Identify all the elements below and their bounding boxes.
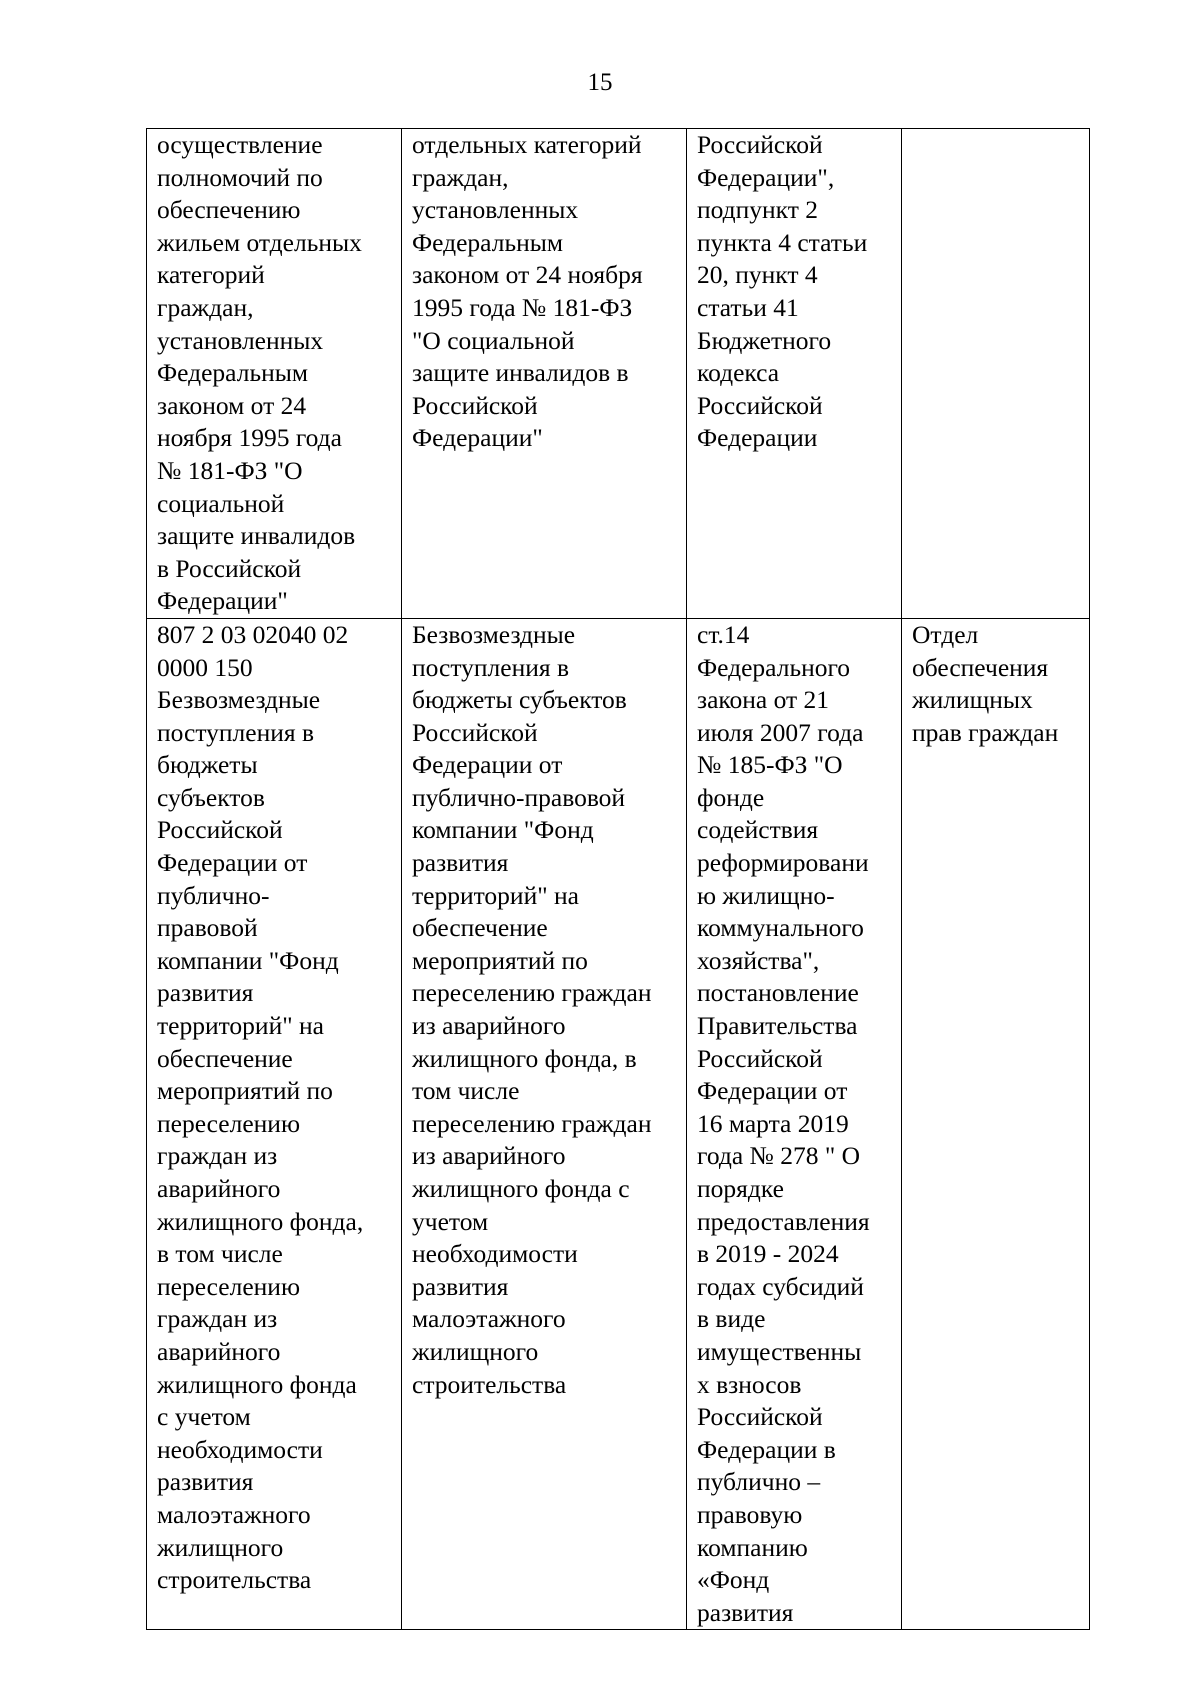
cell-text: Российской Федерации", подпункт 2 пункта 4 статьи 20, пункт 4 статьи 41 Бюджетного кодекса Российской Федерации — [697, 130, 868, 453]
table-cell — [147, 618, 402, 1629]
document-table — [146, 128, 1090, 1630]
table-cell — [902, 129, 1090, 619]
table-cell — [402, 618, 687, 1629]
cell-text: осуществление полномочий по обеспечению жильем отдельных категорий граждан, установленных Федеральным законом от 24 ноября 1995 года № 181-ФЗ "О социальной защите инвалидов в Российской Федерации" — [157, 130, 362, 616]
cell-text: 807 2 03 02040 02 0000 150 Безвозмездные поступления в бюджеты субъектов Российской Федерации от публично- правовой компании "Фонд развития территорий" на обеспечение мероприятий по переселению граждан из аварийного жилищного фонда, в том числе переселению граждан из аварийного жилищного фонда с учетом необходимости развития малоэтажного жилищного строительства — [157, 619, 364, 1595]
table-cell — [147, 129, 402, 619]
page-number: 15 — [587, 69, 613, 96]
table-cell — [402, 129, 687, 619]
cell-text: Безвозмездные поступления в бюджеты субъектов Российской Федерации от публично-правовой компании "Фонд развития территорий" на обеспечение мероприятий по переселению граждан из аварийного жилищного фонда, в том числе переселению граждан из аварийного жилищного фонда с учетом необходимости развития малоэтажного жилищного строительства — [412, 619, 652, 1399]
table-cell — [687, 618, 902, 1629]
table-cell — [687, 129, 902, 619]
table-cell — [902, 618, 1090, 1629]
cell-text: отдельных категорий граждан, установленных Федеральным законом от 24 ноября 1995 года № 181-ФЗ "О социальной защите инвалидов в Российской Федерации" — [412, 130, 643, 453]
table-row — [147, 618, 1090, 1629]
cell-text: Отдел обеспечения жилищных прав граждан — [912, 619, 1059, 747]
table-row — [147, 129, 1090, 619]
cell-text: ст.14 Федерального закона от 21 июля 2007 года № 185-ФЗ "О фонде содействия реформировани ю жилищно- коммунального хозяйства", постановление Правительства Российской Федерации от 16 марта 2019 года № 278 " О порядке предоставления в 2019 - 2024 годах субсидий в виде имущественны х взносов Российской Федерации в публично – правовую компанию «Фонд развития — [697, 619, 870, 1627]
